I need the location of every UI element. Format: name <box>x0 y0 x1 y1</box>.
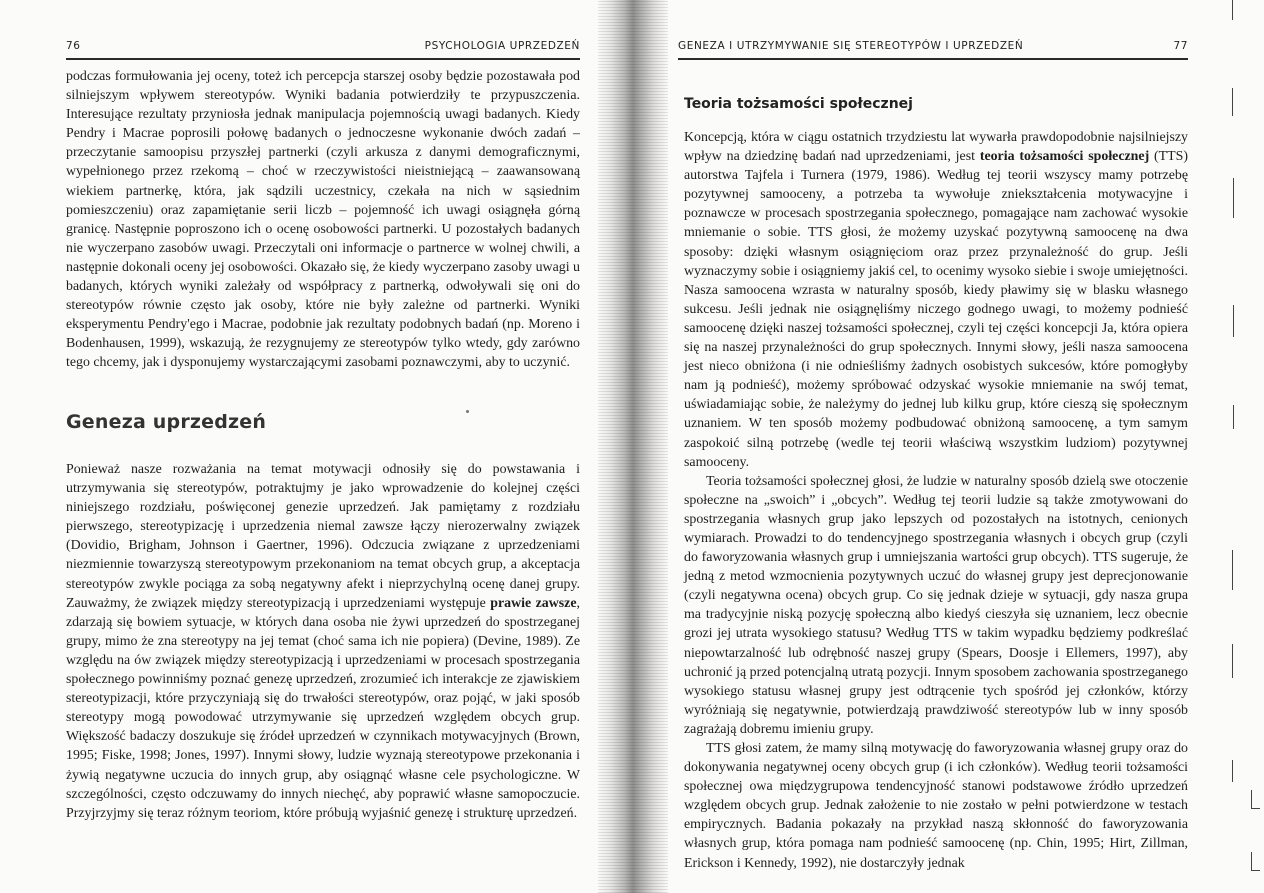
edge-mark <box>1232 0 1233 20</box>
book-gutter-shadow <box>598 0 668 893</box>
edge-mark <box>1232 88 1233 116</box>
paragraph-2: Teoria tożsamości społecznej głosi, że ludzie w naturalny sposób dzielą swe otoczenie społeczne na „swoich” i „obcych”. Według tej teorii ludzie są także zmotywowani do spostrzegania własnych grup jako lepszych od pozostałych na istotnych, cenionych wymiarach. Prowadzi to do tendencyjnego spostrzegania własnych i obcych grup (czyli do faworyzowania własnych grup i umniejszania wartości grup obcych). TTS sugeruje, że jedną z metod wzmocnienia pozytywnych uczuć do własnej grupy jest deprecjonowanie (czyli negatywna ocena) obcych grup. Co się jednak dzieje w sytuacji, gdy nasza grupa ma tradycyjnie niską pozycję społeczną albo kiedyś cieszyła się uznaniem, lecz obecnie grozi jej utrata wysokiego statusu? Według TTS w takim wypadku będziemy podkreślać niepowtarzalność lub odrębność naszej grupy (Spears, Doosje i Ellemers, 1997), aby uchronić ją przed potencjalną utratą pozycji. Innym sposobem zachowania spostrzeganego wysokiego statusu własnej grupy jest odtrącenie tych spośród jej członków, którzy wyróżniają się negatywnie, potwierdzają prawdziwość stereotypów lub w inny sposób zagrażają dobremu imieniu grupy. <box>684 473 1188 737</box>
running-header-left <box>66 38 580 60</box>
section-text-part2: , zdarzają się bowiem sytuacje, w których dana osoba nie żywi uprzedzeń do spostrzeganej grupy, mimo że zna stereotypy na jej temat (choć sama ich nie popiera) (Devine, 1989). Ze względu na ów związek między stereotypizacją i uprzedzeniami w procesach spostrzegania społecznego powinniśmy poznać genezę uprzedzeń, zrozumieć ich interakcje ze zjawiskiem stereotypizacji, które przyczyniają się do trwałości stereotypów, oraz pojąć, w jaki sposób stereotypy mogą powodować utrzymywanie się uprzedzeń względem obcych grup. Większość badaczy doszukuje się źródeł uprzedzeń w czynnikach motywacyjnych (Brown, 1995; Fiske, 1998; Jones, 1997). Innymi słowy, ludzie wyznają stereotypowe przekonania i żywią negatywne uczucia do innych grup, aby osiągnąć własne cele psychologiczne. W szczególności, często odczuwamy do innych niechęć, aby poprawić własne samopoczucie. Przyjrzyjmy się teraz różnym teoriom, które próbują wyjaśnić genezę i strukturę uprzedzeń. <box>66 595 580 821</box>
edge-mark <box>1232 644 1233 678</box>
paragraph-3: TTS głosi zatem, że mamy silną motywację do faworyzowania własnej grupy oraz do dokonywania negatywnej oceny obcych grup (i ich członków). Według teorii tożsamości społecznej owa międzygrupowa tendencyjność stanowi podstawowe źródło uprzedzeń względem obcych grup. Jednak założenie to nie zostało w pełni potwierdzone w testach empirycznych. Badania pokazały na przykład naszą skłonność do faworyzowania własnych grup, która pomaga nam podnieść samoocenę (np. Chin, 1995; Hirt, Zillman, Erickson i Kennedy, 1992), nie dostarczyły jednak <box>684 741 1188 871</box>
subsection-heading: Teoria tożsamości społecznej <box>684 96 913 112</box>
left-page <box>0 0 600 893</box>
header-rule-left <box>66 58 580 60</box>
running-header-right <box>678 38 1188 60</box>
page-number-right: 77 <box>1173 40 1188 52</box>
edge-mark <box>1233 178 1234 218</box>
running-title-left: PSYCHOLOGIA UPRZEDZEŃ <box>424 40 580 52</box>
intro-paragraph-text: podczas formułowania jej oceny, toteż ich percepcja starszej osoby będzie pozostawała pod silniejszym wpływem stereotypów. Wyniki badania potwierdziły te przypuszczenia. Interesujące rezultaty przyniosła jednak manipulacja pojemnością uwagi badanych. Kiedy Pendry i Macrae poprosili połowę badanych o jednoczesne wykonanie dwóch zadań – przeczytanie samoopisu przyszłej partnerki (czyli arkusza z danymi demograficznymi, wypełnionego przez rzekomą – choć w rzeczywistości nieistniejącą – zaawansowaną wiekiem partnerkę, która, jak sądzili uczestnicy, czekała na nich w sąsiednim pomieszczeniu) oraz zapamiętanie serii liczb – pojemność ich uwagi osiągnęła górną granicę. Następnie poproszono ich o ocenę osobowości partnerki. U pozostałych badanych nie wyczerpano zasobów uwagi. Przeczytali oni informacje o partnerce w wolnej chwili, a następnie dokonali oceny jej osobowości. Okazało się, że kiedy wyczerpano zasoby uwagi u badanych, których wyniki zależały od współpracy z partnerką, odwoływali się oni do stereotypów równie często jak osoby, które nie były zależne od partnerki. Wyniki eksperymentu Pendry'ego i Macrae, podobnie jak rezultaty podobnych badań (np. Moreno i Bodenhausen, 1999), wskazują, że rezygnujemy ze stereotypów tylko wtedy, gdy zarówno tego chcemy, jak i dysponujemy wystarczającymi zasobami poznawczymi, aby to uczynić. <box>66 69 580 371</box>
edge-mark <box>1233 305 1234 337</box>
right-page <box>670 0 1264 893</box>
paragraph-1-part-a: Koncepcją, która w ciągu ostatnich trzydziestu lat wywarła prawdopodobnie najsilniejszy wpływ na dziedzinę badań nad uprzedzeniami, jest <box>684 130 1188 165</box>
section-paragraph <box>66 460 580 823</box>
section-heading: Geneza uprzedzeń <box>66 411 267 433</box>
header-rule-right <box>678 58 1188 60</box>
scan-speck <box>466 410 469 413</box>
running-title-right: GENEZA I UTRZYMYWANIE SIĘ STEREOTYPÓW I UPRZEDZEŃ <box>678 40 1024 52</box>
intro-paragraph <box>66 67 580 373</box>
paragraph-1-part-b: (TTS) autorstwa Tajfela i Turnera (1979, 1986). Według tej teorii wszyscy mamy potrzebę pozytywnej samooceny, a potrzeba ta wywołuje zniekształcenia motywacyjne i poznawcze w procesach spostrzegania społecznego, pomagające nam zachować wysokie mniemanie o sobie. TTS głosi, że możemy uzyskać pozytywną samoocenę na dwa sposoby: dzięki własnym osiągnięciom oraz przez przynależność do grup. Jeśli wyznaczymy sobie i osiągniemy jakiś cel, to ocenimy wysoko siebie i swoje umiejętności. Nasza samoocena wzrasta w naturalny sposób, kiedy pławimy się w blasku własnego sukcesu. Jeśli jednak nie osiągnęliśmy niczego godnego uwagi, to możemy podnieść samoocenę dzięki naszej tożsamości społecznej, czyli tej części koncepcji Ja, która opiera się na naszej przynależności do grup społecznych. Innymi słowy, jeśli nasza samoocena jest nieco obniżona (i nie odnieśliśmy żadnych osobistych sukcesów, które pomogłyby nam ją podnieść), możemy spróbować odzyskać wysokie mniemanie na swój temat, uświadamiając sobie, że należymy do jednej lub kilku grup, które cieszą się społecznym uznaniem. W ten sposób możemy podbudować obniżoną samoocenę, a tym samym zaspokoić silną potrzebę (wedle tej teorii właściwą wszystkim ludziom) pozytywnej samooceny. <box>684 149 1188 470</box>
paragraph-1 <box>684 128 1188 472</box>
edge-mark <box>1232 550 1233 590</box>
edge-bracket <box>1251 790 1260 809</box>
right-body <box>684 128 1188 873</box>
edge-mark <box>1233 405 1234 429</box>
emphasis-tts: teoria tożsamości społecznej <box>979 149 1150 165</box>
page-number-left: 76 <box>66 40 81 52</box>
edge-mark <box>1232 760 1233 782</box>
edge-bracket <box>1251 852 1260 871</box>
emphasis-prawie-zawsze: prawie zawsze <box>490 595 577 611</box>
section-text-part1: Ponieważ nasze rozważania na temat motywacji odnosiły się do powstawania i utrzymywania się stereotypów, potraktujmy je jako wprowadzenie do kolejnej części niniejszego rozdziału, poświęconej genezie uprzedzeń. Jak pamiętamy z rozdziału pierwszego, stereotypizację i uprzedzenia niemal zawsze łączy nierozerwalny związek (Dovidio, Brigham, Johnson i Gaertner, 1996). Odczucia związane z uprzedzeniami niezmiennie towarzyszą stereotypowym przekonaniom na temat obcych grup, a akceptacja stereotypów zwykle pociąga za sobą negatywny afekt i nieprzychylną ocenę danej grupy. Zauważmy, że związek między stereotypizacją i uprzedzeniami występuje <box>66 462 580 611</box>
